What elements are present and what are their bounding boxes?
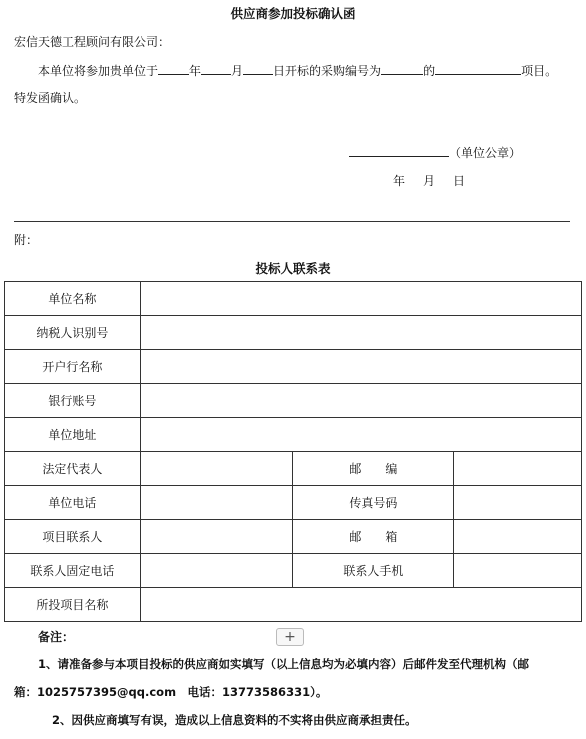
note-2: 2、因供应商填写有误，造成以上信息资料的不实将由供应商承担责任。 <box>52 713 417 727</box>
company-name-field[interactable] <box>140 282 581 316</box>
label-legal-representative: 法定代表人 <box>5 452 141 486</box>
letter-title: 供应商参加投标确认函 <box>230 6 356 21</box>
table-row <box>5 316 582 350</box>
taxpayer-id-field[interactable] <box>140 316 581 350</box>
label-bank-account: 银行账号 <box>5 384 141 418</box>
attachment-label: 附： <box>14 233 39 247</box>
divider-line <box>14 221 570 222</box>
label-bank-name: 开户行名称 <box>5 350 141 384</box>
seal-line <box>349 144 521 161</box>
date-year: 年 <box>393 174 406 188</box>
legal-representative-field[interactable] <box>140 452 293 486</box>
notes-label: 备注： <box>38 630 75 644</box>
addressee: 宏信天德工程顾问有限公司： <box>14 35 171 49</box>
label-fax-number: 传真号码 <box>293 486 454 520</box>
table-row <box>5 282 582 316</box>
label-company-name: 单位名称 <box>5 282 141 316</box>
table-row <box>5 588 582 622</box>
label-taxpayer-id: 纳税人识别号 <box>5 316 141 350</box>
special-confirm: 特发函确认。 <box>14 91 87 105</box>
project-contact-field[interactable] <box>140 520 293 554</box>
table-row <box>5 554 582 588</box>
table-row <box>5 452 582 486</box>
label-email: 邮 箱 <box>293 520 454 554</box>
year-text: 年 <box>189 64 202 78</box>
bank-name-field[interactable] <box>140 350 581 384</box>
contact-table <box>4 281 582 622</box>
project-name-blank[interactable] <box>435 63 521 75</box>
month-blank[interactable] <box>201 63 231 75</box>
label-contact-landline: 联系人固定电话 <box>5 554 141 588</box>
date-line <box>393 172 465 189</box>
contact-mobile-field[interactable] <box>454 554 582 588</box>
project-text: 项目。 <box>521 64 558 78</box>
year-blank[interactable] <box>158 63 189 75</box>
bank-account-field[interactable] <box>140 384 581 418</box>
bid-project-name-field[interactable] <box>140 588 581 622</box>
of-text: 的 <box>423 64 436 78</box>
email-field[interactable] <box>454 520 582 554</box>
label-company-address: 单位地址 <box>5 418 141 452</box>
date-day: 日 <box>453 174 466 188</box>
seal-text: （单位公章） <box>449 146 522 160</box>
table-row <box>5 418 582 452</box>
table-row <box>5 384 582 418</box>
company-phone-field[interactable] <box>140 486 293 520</box>
date-month: 月 <box>423 174 436 188</box>
procurement-number-blank[interactable] <box>381 63 423 75</box>
day-opening-text: 日开标的采购编号为 <box>273 64 382 78</box>
label-bid-project-name: 所投项目名称 <box>5 588 141 622</box>
seal-blank[interactable] <box>349 145 449 157</box>
table-row <box>5 520 582 554</box>
label-contact-mobile: 联系人手机 <box>293 554 454 588</box>
body-start-text: 本单位将参加贵单位于 <box>38 64 159 78</box>
contact-table-title: 投标人联系表 <box>255 261 331 276</box>
note-1-line-2: 箱：1025757395@qq.com 电话：13773586331）。 <box>14 685 328 699</box>
postcode-field[interactable] <box>454 452 582 486</box>
note-1-line-1: 1、请准备参与本项目投标的供应商如实填写（以上信息均为必填内容）后邮件发至代理机构（邮 <box>38 657 529 671</box>
day-blank[interactable] <box>243 63 273 75</box>
label-postcode: 邮 编 <box>293 452 454 486</box>
contact-landline-field[interactable] <box>140 554 293 588</box>
label-project-contact: 项目联系人 <box>5 520 141 554</box>
table-row <box>5 486 582 520</box>
add-row-button[interactable] <box>276 628 304 646</box>
company-address-field[interactable] <box>140 418 581 452</box>
plus-icon: + <box>284 629 296 645</box>
label-company-phone: 单位电话 <box>5 486 141 520</box>
letter-body-line <box>38 62 557 79</box>
month-text: 月 <box>231 64 244 78</box>
fax-number-field[interactable] <box>454 486 582 520</box>
table-row <box>5 350 582 384</box>
